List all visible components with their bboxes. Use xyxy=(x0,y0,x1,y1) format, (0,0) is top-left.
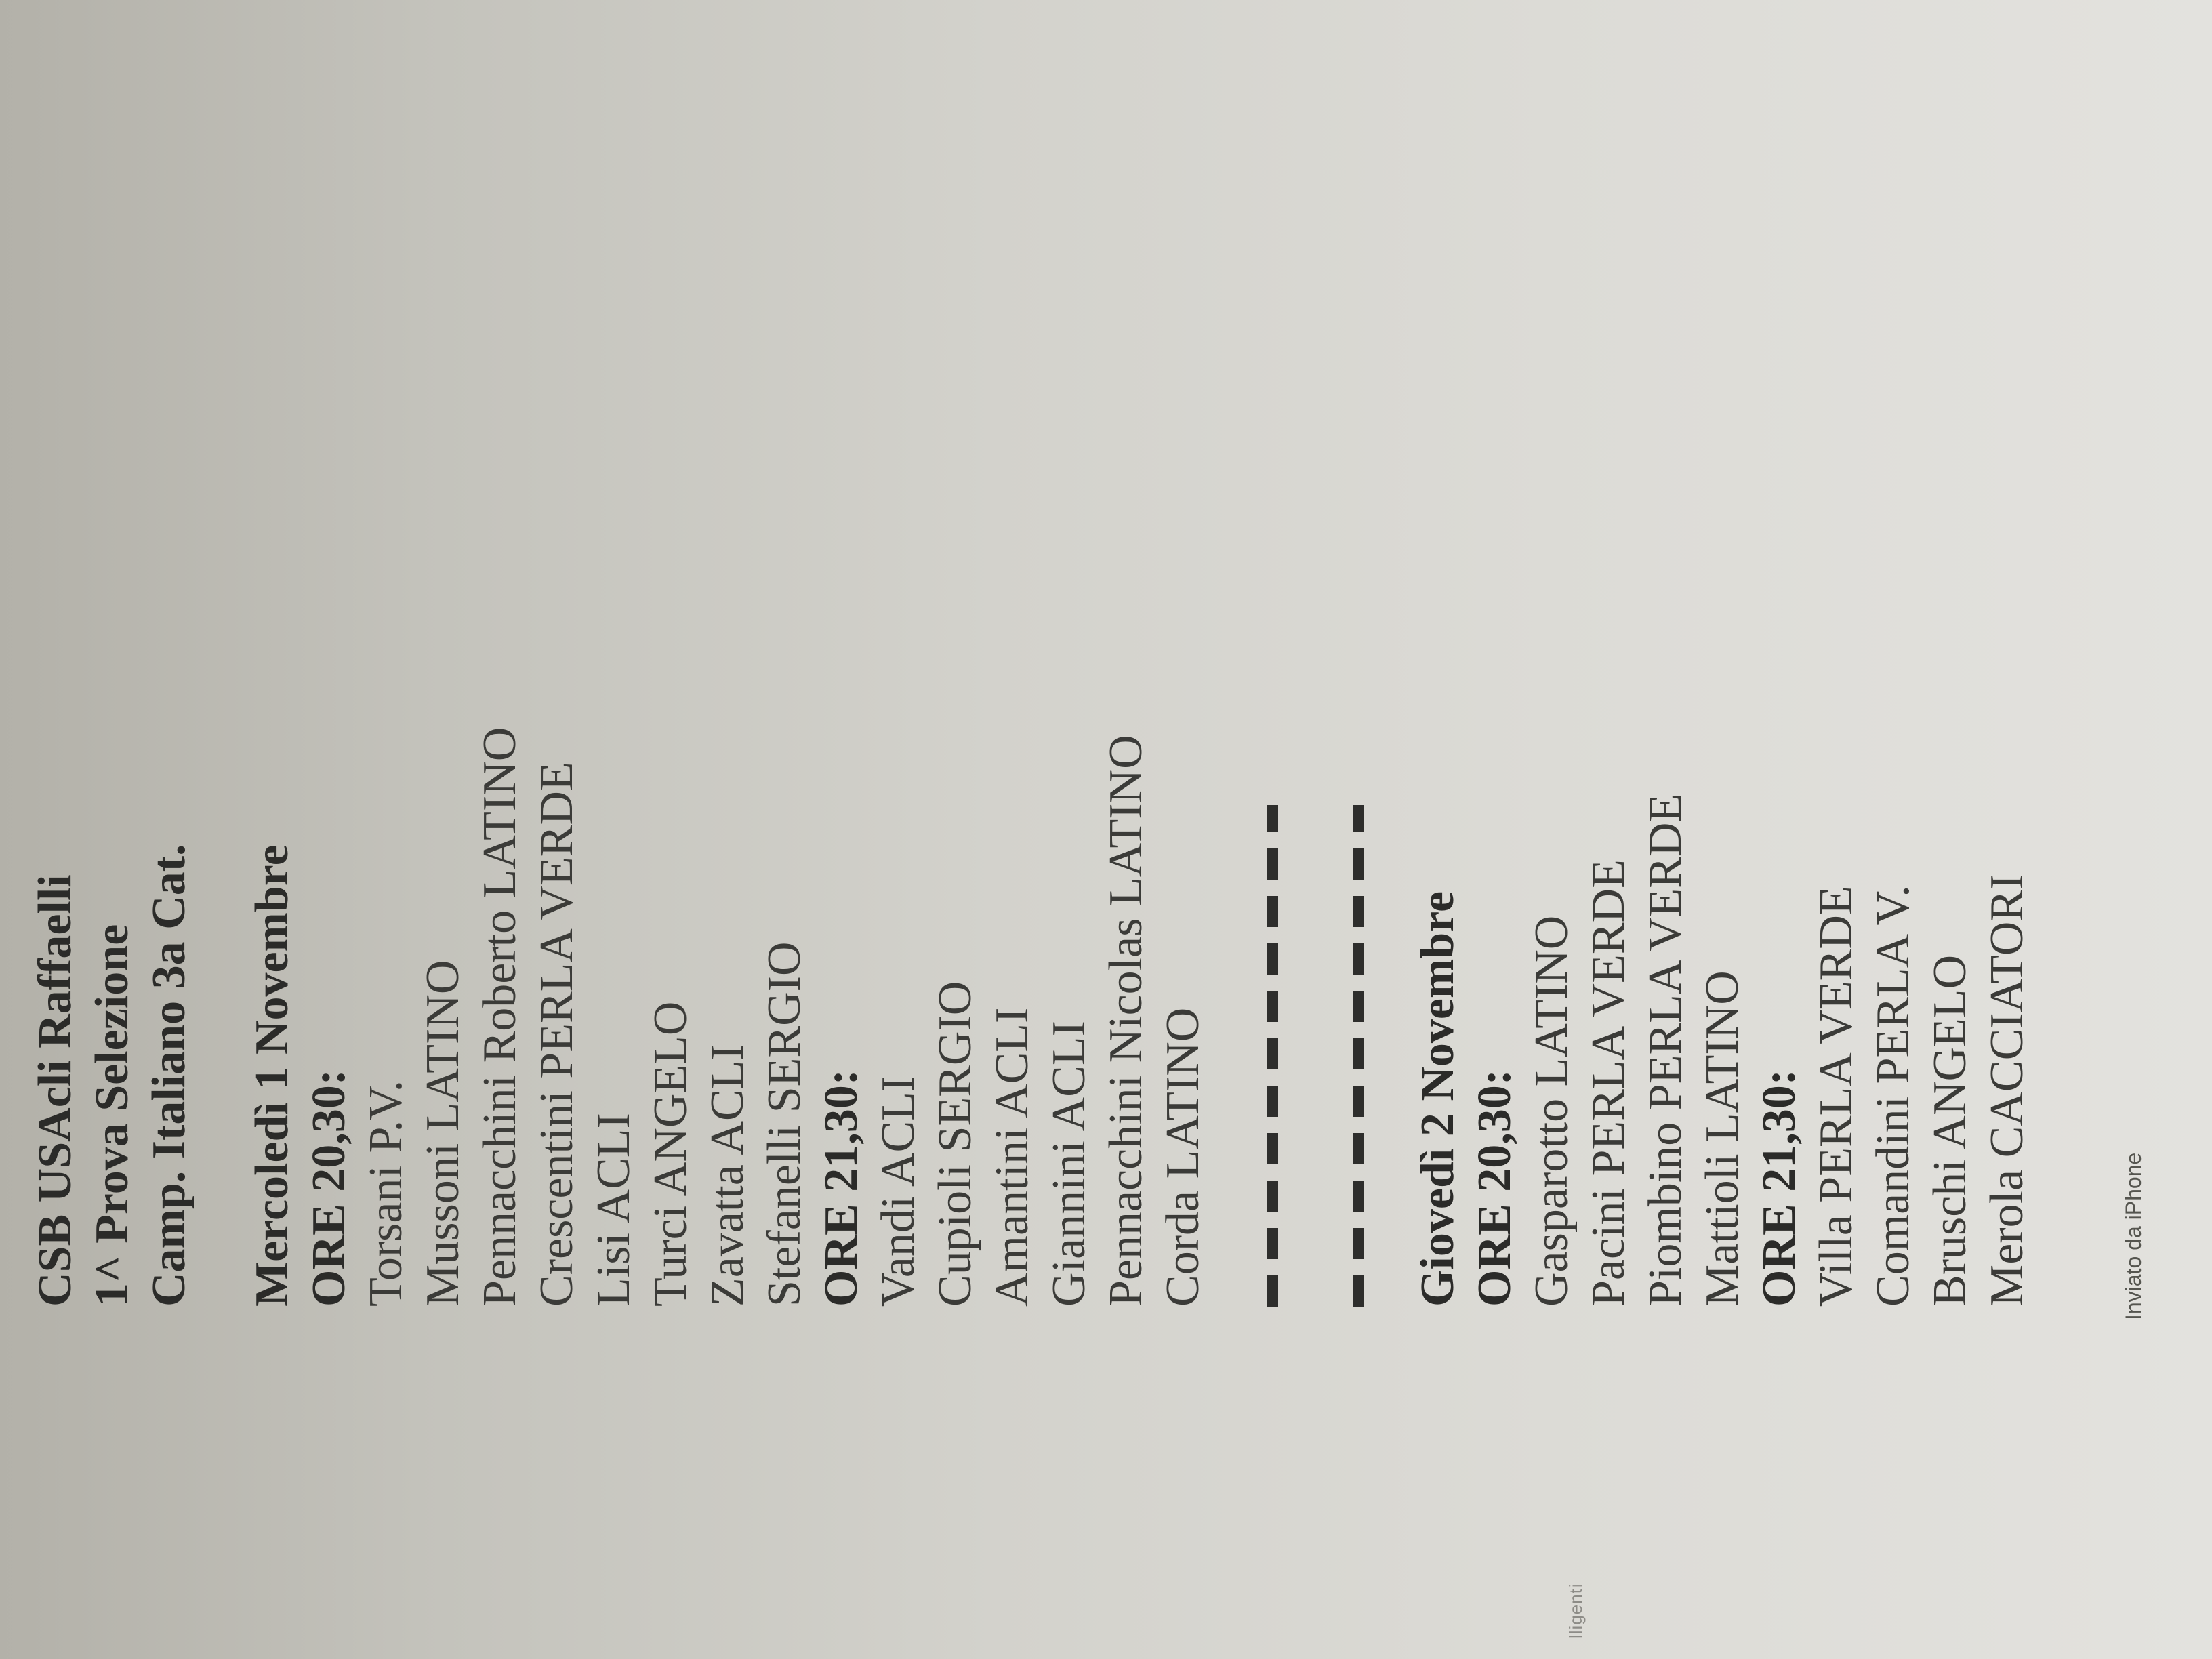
player-entry: Giannini ACLI xyxy=(1043,1021,1095,1307)
slot-time: ORE 21,30: xyxy=(1753,1069,1805,1307)
player-entry: Piombino PERLA VERDE xyxy=(1639,793,1692,1307)
day2-block xyxy=(1410,794,2036,1307)
day-title: Giovedì 2 Novembre xyxy=(1412,890,1464,1307)
player-entry: Crescentini PERLA VERDE xyxy=(531,762,583,1307)
dashed-separator xyxy=(1267,805,1278,1307)
day-title: Mercoledì 1 Novembre xyxy=(246,844,298,1307)
player-entry: Merola CACCIATORI xyxy=(1981,874,2033,1307)
player-entry: Gasparotto LATINO xyxy=(1525,915,1578,1307)
day1-block xyxy=(244,727,1212,1307)
player-entry: Mattioli LATINO xyxy=(1696,970,1748,1307)
player-entry: Corda LATINO xyxy=(1157,1007,1209,1307)
player-entry: Stefanelli SERGIO xyxy=(758,941,811,1307)
player-entry: Comandini PERLA V. xyxy=(1867,885,1919,1307)
player-entry: Mussoni LATINO xyxy=(417,960,469,1307)
player-entry: Amantini ACLI xyxy=(986,1007,1038,1307)
player-entry: Bruschi ANGELO xyxy=(1924,954,1976,1307)
slot-time: ORE 21,30: xyxy=(815,1069,867,1307)
player-entry: Turci ANGELO xyxy=(644,1001,697,1307)
player-entry: Torsani P.V. xyxy=(360,1080,412,1307)
player-entry: Villa PERLA VERDE xyxy=(1810,886,1862,1307)
player-entry: Lisi ACLI xyxy=(588,1113,640,1307)
header-line: Camp. Italiano 3a Cat. xyxy=(143,844,195,1307)
slot-time: ORE 20,30: xyxy=(303,1069,355,1307)
player-entry: Pennacchini Roberto LATINO xyxy=(474,726,526,1307)
player-entry: Zavatta ACLI xyxy=(701,1044,754,1307)
player-entry: Pennacchini Nicolas LATINO xyxy=(1100,735,1152,1307)
player-entry: Cupioli SERGIO xyxy=(929,981,981,1307)
email-signature: Inviato da iPhone xyxy=(2121,1152,2146,1320)
header-line: CSB USAcli Raffaelli xyxy=(29,874,81,1307)
player-entry: Vandi ACLI xyxy=(872,1076,924,1307)
slot-time: ORE 20,30: xyxy=(1469,1069,1521,1307)
dashed-separator xyxy=(1353,805,1364,1307)
player-entry: Pacini PERLA VERDE xyxy=(1582,859,1635,1307)
header-line: 1^ Prova Selezione xyxy=(86,924,138,1307)
header-block xyxy=(27,844,198,1307)
side-fragment: lligenti xyxy=(1565,1583,1586,1639)
